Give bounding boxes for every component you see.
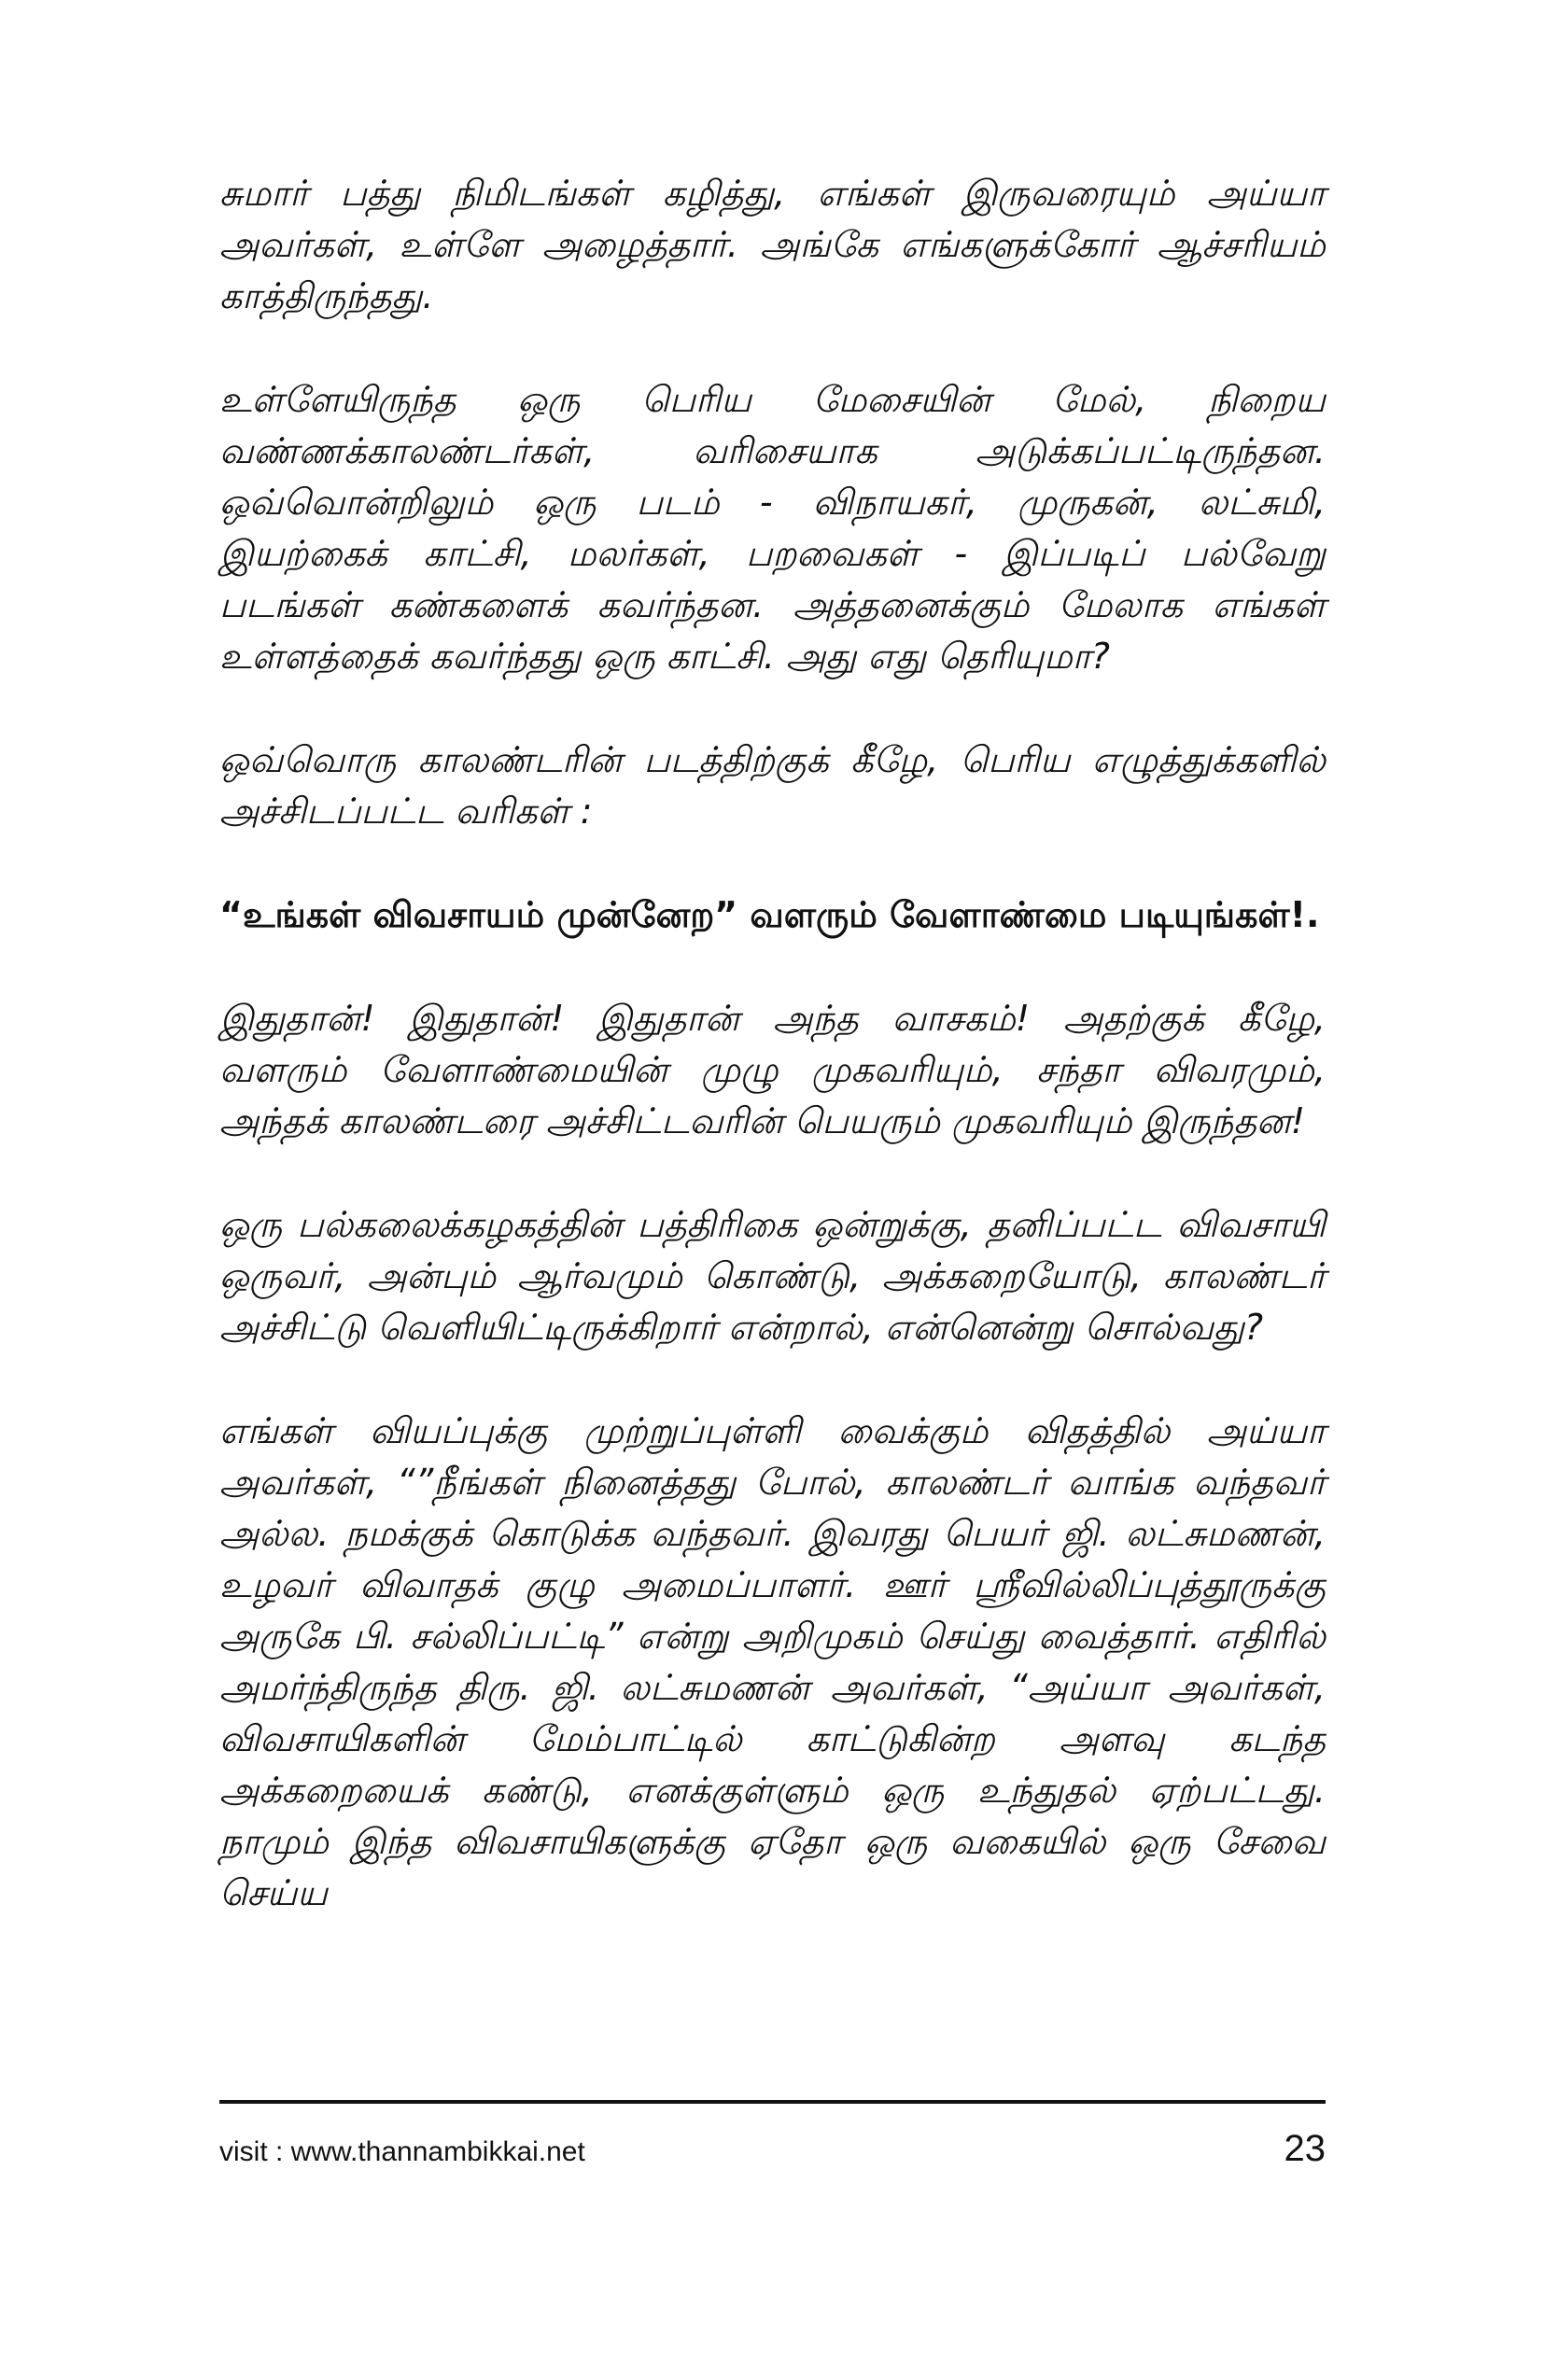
paragraph-6: ஒரு பல்கலைக்கழகத்தின் பத்திரிகை ஒன்றுக்கு, தனிப்பட்ட விவசாயி ஒருவர், அன்பும் ஆர்வமும் கொண்டு, அக்கறையோடு, காலண்டர் அச்சிட்டு வெளியிட்டிருக்கிறார் என்றால், என்னென்று சொல்வது? <box>219 1204 1326 1348</box>
footer-divider <box>219 2100 1326 2104</box>
paragraph-2: உள்ளேயிருந்த ஒரு பெரிய மேசையின் மேல், நிறைய வண்ணக்காலண்டர்கள், வரிசையாக அடுக்கப்பட்டிருந்தன. ஒவ்வொன்றிலும் ஒரு படம் - விநாயகர், முருகன், லட்சுமி, இயற்கைக் காட்சி, மலர்கள், பறவைகள் - இப்படிப் பல்வேறு படங்கள் கண்களைக் கவர்ந்தன. அத்தனைக்கும் மேலாக எங்கள் உள்ளத்தைக் கவர்ந்தது ஒரு காட்சி. அது எது தெரியுமா? <box>219 379 1326 677</box>
paragraph-3: ஒவ்வொரு காலண்டரின் படத்திற்குக் கீழே, பெரிய எழுத்துக்களில் அச்சிடப்பட்ட வரிகள் : <box>219 739 1326 832</box>
page-number: 23 <box>1284 2128 1326 2169</box>
page-body <box>219 168 1326 1971</box>
quoted-slogan: “உங்கள் விவசாயம் முன்னேற” வளரும் வேளாண்மை படியுங்கள்!. <box>219 894 1320 935</box>
website-link[interactable]: visit : www.thannambikkai.net <box>219 2136 585 2167</box>
paragraph-5: இதுதான்! இதுதான்! இதுதான் அந்த வாசகம்! அதற்குக் கீழே, வளரும் வேளாண்மையின் முழு முகவரியும், சந்தா விவரமும், அந்தக் காலண்டரை அச்சிட்டவரின் பெயரும் முகவரியும் இருந்தன! <box>219 998 1326 1141</box>
paragraph-1: சுமார் பத்து நிமிடங்கள் கழித்து, எங்கள் இருவரையும் அய்யா அவர்கள், உள்ளே அழைத்தார். அங்கே எங்களுக்கோர் ஆச்சரியம் காத்திருந்தது. <box>219 173 1326 316</box>
paragraph-7: எங்கள் வியப்புக்கு முற்றுப்புள்ளி வைக்கும் விதத்தில் அய்யா அவர்கள், “”நீங்கள் நினைத்தது போல், காலண்டர் வாங்க வந்தவர் அல்ல. நமக்குக் கொடுக்க வந்தவர். இவரது பெயர் ஜி. லட்சுமணன், உழவர் விவாதக் குழு அமைப்பாளர். ஊர் ஸ்ரீவில்லிப்புத்தூருக்கு அருகே பி. சல்லிப்பட்டி” என்று அறிமுகம் செய்து வைத்தார். எதிரில் அமர்ந்திருந்த திரு. ஜி. லட்சுமணன் அவர்கள், “அய்யா அவர்கள், விவசாயிகளின் மேம்பாட்டில் காட்டுகின்ற அளவு கடந்த அக்கறையைக் கண்டு, எனக்குள்ளும் ஒரு உந்துதல் ஏற்பட்டது. நாமும் இந்த விவசாயிகளுக்கு ஏதோ ஒரு வகையில் ஒரு சேவை செய்ய <box>219 1410 1326 1913</box>
page-footer <box>219 2128 1326 2170</box>
